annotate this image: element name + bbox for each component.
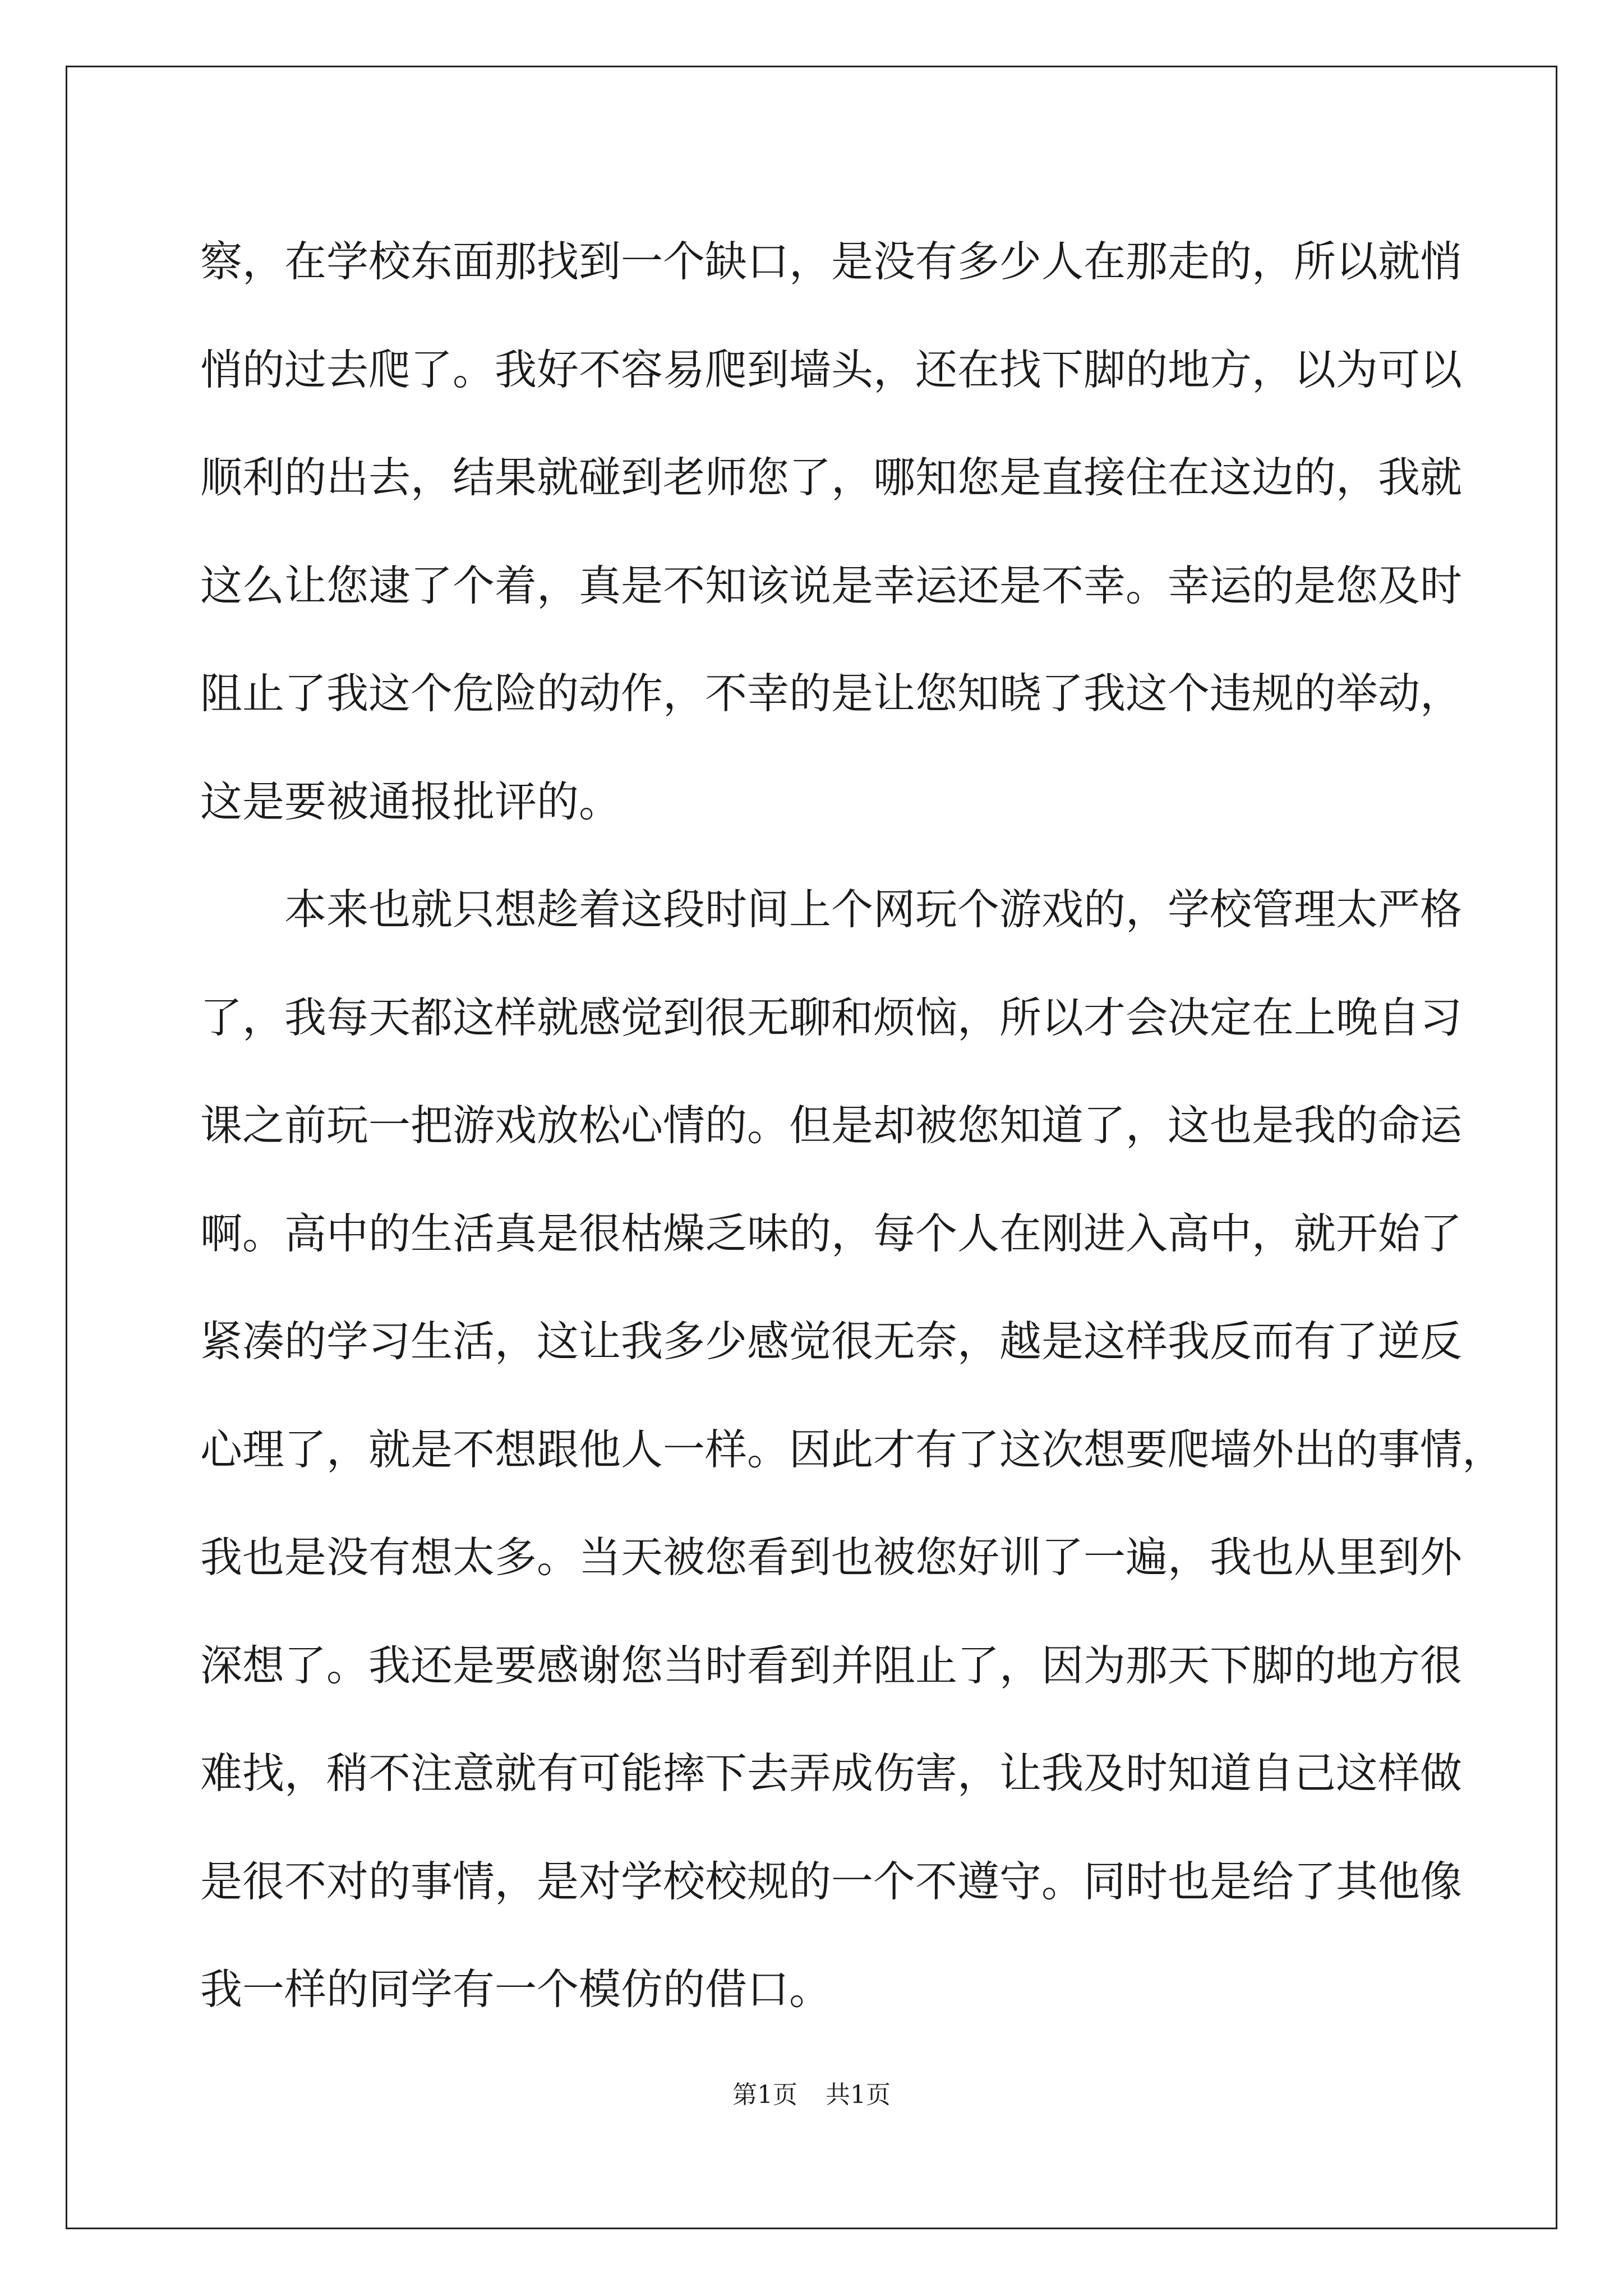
page-footer (0, 2078, 1623, 2112)
page-number-total: 共1页 (826, 2081, 891, 2109)
text-line: 紧凑的学习生活，这让我多少感觉很无奈，越是这样我反而有了逆反 (200, 1317, 1463, 1366)
text-line: 啊。高中的生活真是很枯燥乏味的，每个人在刚进入高中，就开始了 (200, 1208, 1463, 1258)
text-line: 我也是没有想太多。当天被您看到也被您好训了一遍，我也从里到外 (200, 1533, 1463, 1582)
document-body (200, 208, 1505, 2044)
text-line: 阻止了我这个危险的动作，不幸的是让您知晓了我这个违规的举动， (200, 669, 1463, 718)
text-line: 课之前玩一把游戏放松心情的。但是却被您知道了，这也是我的命运 (200, 1101, 1463, 1150)
text-line: 这是要被通报批评的。 (200, 776, 621, 826)
text-line: 心理了，就是不想跟他人一样。因此才有了这次想要爬墙外出的事情， (200, 1424, 1505, 1474)
text-line: 我一样的同学有一个模仿的借口。 (200, 1964, 832, 2014)
text-line: 是很不对的事情，是对学校校规的一个不遵守。同时也是给了其他像 (200, 1856, 1463, 1906)
text-line: 本来也就只想趁着这段时间上个网玩个游戏的，学校管理太严格 (284, 885, 1463, 934)
text-line: 这么让您逮了个着，真是不知该说是幸运还是不幸。幸运的是您及时 (200, 560, 1463, 610)
text-line: 了，我每天都这样就感觉到很无聊和烦恼，所以才会决定在上晚自习 (200, 992, 1463, 1042)
text-line: 顺利的出去，结果就碰到老师您了，哪知您是直接住在这边的，我就 (200, 453, 1463, 502)
page-number-current: 第1页 (732, 2081, 797, 2109)
text-line: 深想了。我还是要感谢您当时看到并阻止了，因为那天下脚的地方很 (200, 1640, 1463, 1690)
text-line: 悄的过去爬了。我好不容易爬到墙头，还在找下脚的地方，以为可以 (200, 344, 1463, 394)
text-line: 察，在学校东面那找到一个缺口，是没有多少人在那走的，所以就悄 (200, 237, 1463, 286)
text-line: 难找，稍不注意就有可能摔下去弄成伤害，让我及时知道自己这样做 (200, 1749, 1463, 1798)
